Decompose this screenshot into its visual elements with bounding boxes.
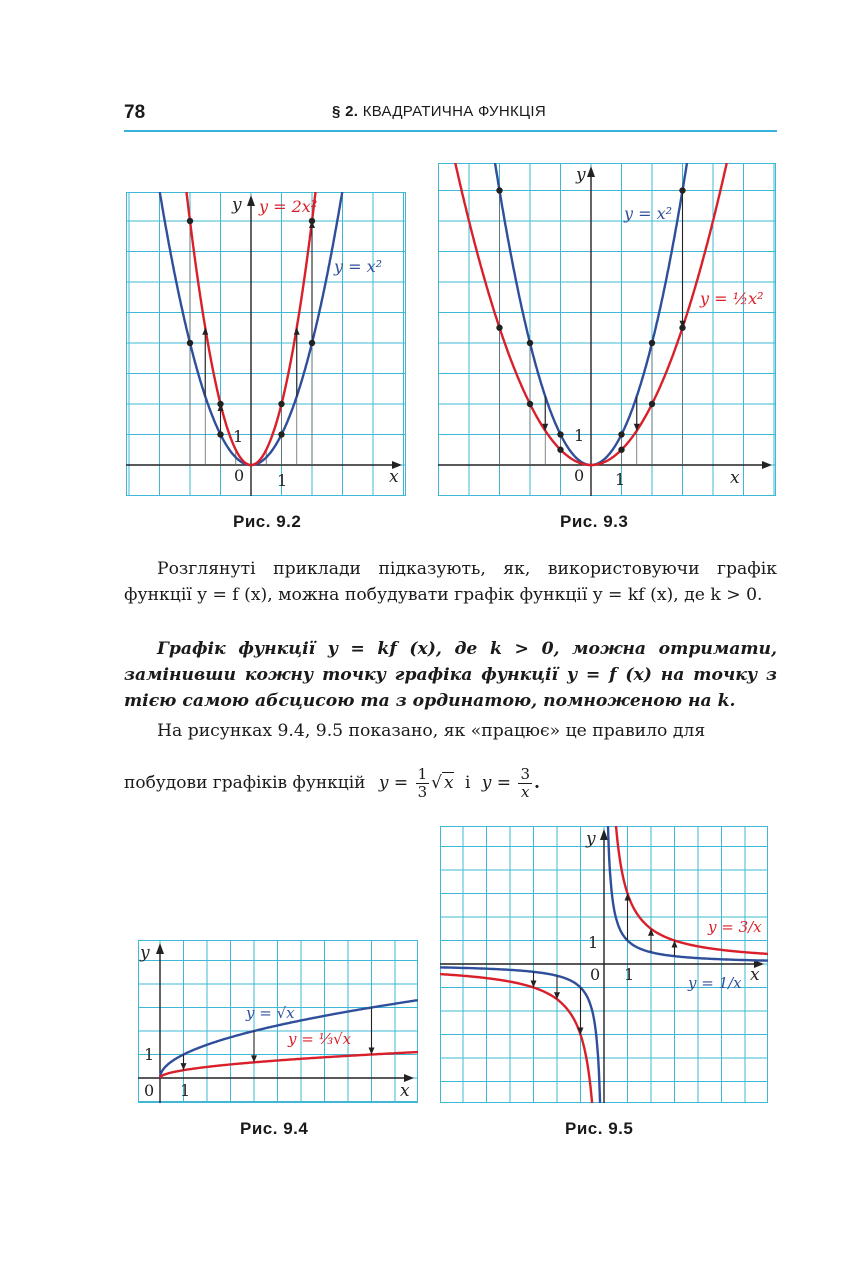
point-x2 (527, 340, 533, 346)
stretch-arrow-head (202, 328, 208, 335)
conjunction: і (464, 773, 471, 793)
y-axis-arrow (156, 943, 164, 954)
point-x2 (557, 431, 563, 437)
tick-one-x: 1 (624, 965, 635, 984)
origin-label: 0 (590, 965, 601, 984)
formula-1-fraction (416, 766, 430, 801)
section-title (332, 103, 546, 120)
formula-2-fraction (518, 766, 532, 801)
point-half-x2 (649, 401, 655, 407)
label-y-sqrt-x: y = √x (246, 1004, 295, 1022)
formula-1-lhs: y = (378, 773, 409, 793)
figure-9-5 (440, 826, 768, 1103)
formula-end: . (534, 773, 540, 793)
point-half-x2 (527, 401, 533, 407)
y-axis-label: y (140, 943, 150, 963)
figure-9-2 (126, 192, 406, 496)
caption-9-2: Рис. 9.2 (233, 512, 302, 531)
origin-label: 0 (574, 466, 585, 485)
point-x2 (618, 431, 624, 437)
tick-one-x: 1 (180, 1081, 191, 1100)
paragraph-rule: Графік функції y = kf (x), де k > 0, можна отримати, замінивши кожну точку графіка функції y = f (x) на точку з тією самою абсцисою та з ординатою, помноженою на k. (124, 639, 777, 711)
y-axis-arrow (587, 166, 595, 177)
caption-9-4: Рис. 9.4 (240, 1119, 309, 1138)
label-y-3-over-x: y = 3/x (708, 918, 762, 936)
tick-one-y: 1 (574, 426, 585, 445)
point-2x2 (187, 218, 193, 224)
point-half-x2 (618, 447, 624, 453)
formula-1-den: 3 (417, 783, 428, 801)
y-axis-label: y (586, 829, 596, 849)
x-axis-arrow (762, 461, 772, 469)
graph-9-4 (138, 940, 418, 1103)
point-x2 (649, 340, 655, 346)
curve-y-third-sqrt-x (160, 1052, 418, 1078)
sqrt-symbol: √ (431, 773, 442, 793)
formula-2-lhs: y = (481, 773, 512, 793)
label-y-2x2: y = 2x² (259, 197, 318, 216)
point-x2 (278, 431, 284, 437)
formula-line (124, 766, 540, 801)
origin-label: 0 (144, 1081, 155, 1100)
y-axis-arrow (247, 195, 255, 206)
page-number: 78 (124, 102, 146, 123)
origin-label: 0 (234, 466, 245, 485)
y-axis-arrow (600, 829, 608, 840)
formula-2-num: 3 (520, 765, 531, 783)
point-x2 (496, 187, 502, 193)
x-axis-label: x (400, 1081, 410, 1101)
label-y-x2: y = x² (624, 204, 673, 223)
caption-9-3: Рис. 9.3 (560, 512, 629, 531)
paragraph-figures: На рисунках 9.4, 9.5 показано, як «працює» це правило для (157, 721, 706, 741)
y-axis-label: y (576, 165, 586, 185)
paragraph-intro: Розглянуті приклади підказують, як, використовуючи графік функції y = f (x), можна побудувати графік функції y = kf (x), де k > 0. (124, 559, 777, 605)
graph-9-2 (126, 192, 406, 496)
label-y-half-x2: y = ½x² (700, 289, 764, 308)
section-name: КВАДРАТИЧНА ФУНКЦІЯ (362, 103, 547, 120)
stretch-arrow-head (294, 328, 300, 335)
tick-one-y: 1 (144, 1045, 155, 1064)
tick-one-x: 1 (277, 471, 288, 490)
tick-one-y: 1 (233, 427, 244, 446)
label-y-1-over-x: y = 1/x (688, 974, 742, 992)
caption-9-5: Рис. 9.5 (565, 1119, 634, 1138)
formula-2-den: x (521, 783, 530, 801)
figure-9-4 (138, 940, 418, 1103)
point-2x2 (278, 401, 284, 407)
point-half-x2 (496, 325, 502, 331)
x-axis-label: x (730, 468, 740, 488)
label-y-third-sqrt-x: y = ⅓√x (288, 1030, 352, 1048)
tick-one-x: 1 (615, 470, 626, 489)
x-axis-label: x (750, 965, 760, 985)
section-label: § 2. (332, 103, 359, 120)
label-y-x2: y = x² (334, 257, 383, 276)
page-header (124, 98, 777, 132)
point-half-x2 (557, 447, 563, 453)
text-functions: побудови графіків функцій (124, 773, 366, 793)
x-axis-label: x (389, 467, 399, 487)
graph-9-3 (438, 163, 776, 496)
tick-one-y: 1 (588, 933, 599, 952)
formula-1-radicand: x (443, 773, 454, 793)
point-x2 (187, 340, 193, 346)
y-axis-label: y (232, 195, 242, 215)
formula-1-num: 1 (417, 765, 428, 783)
grid-border (439, 164, 776, 496)
graph-9-5 (440, 826, 768, 1103)
figure-9-3 (438, 163, 776, 496)
